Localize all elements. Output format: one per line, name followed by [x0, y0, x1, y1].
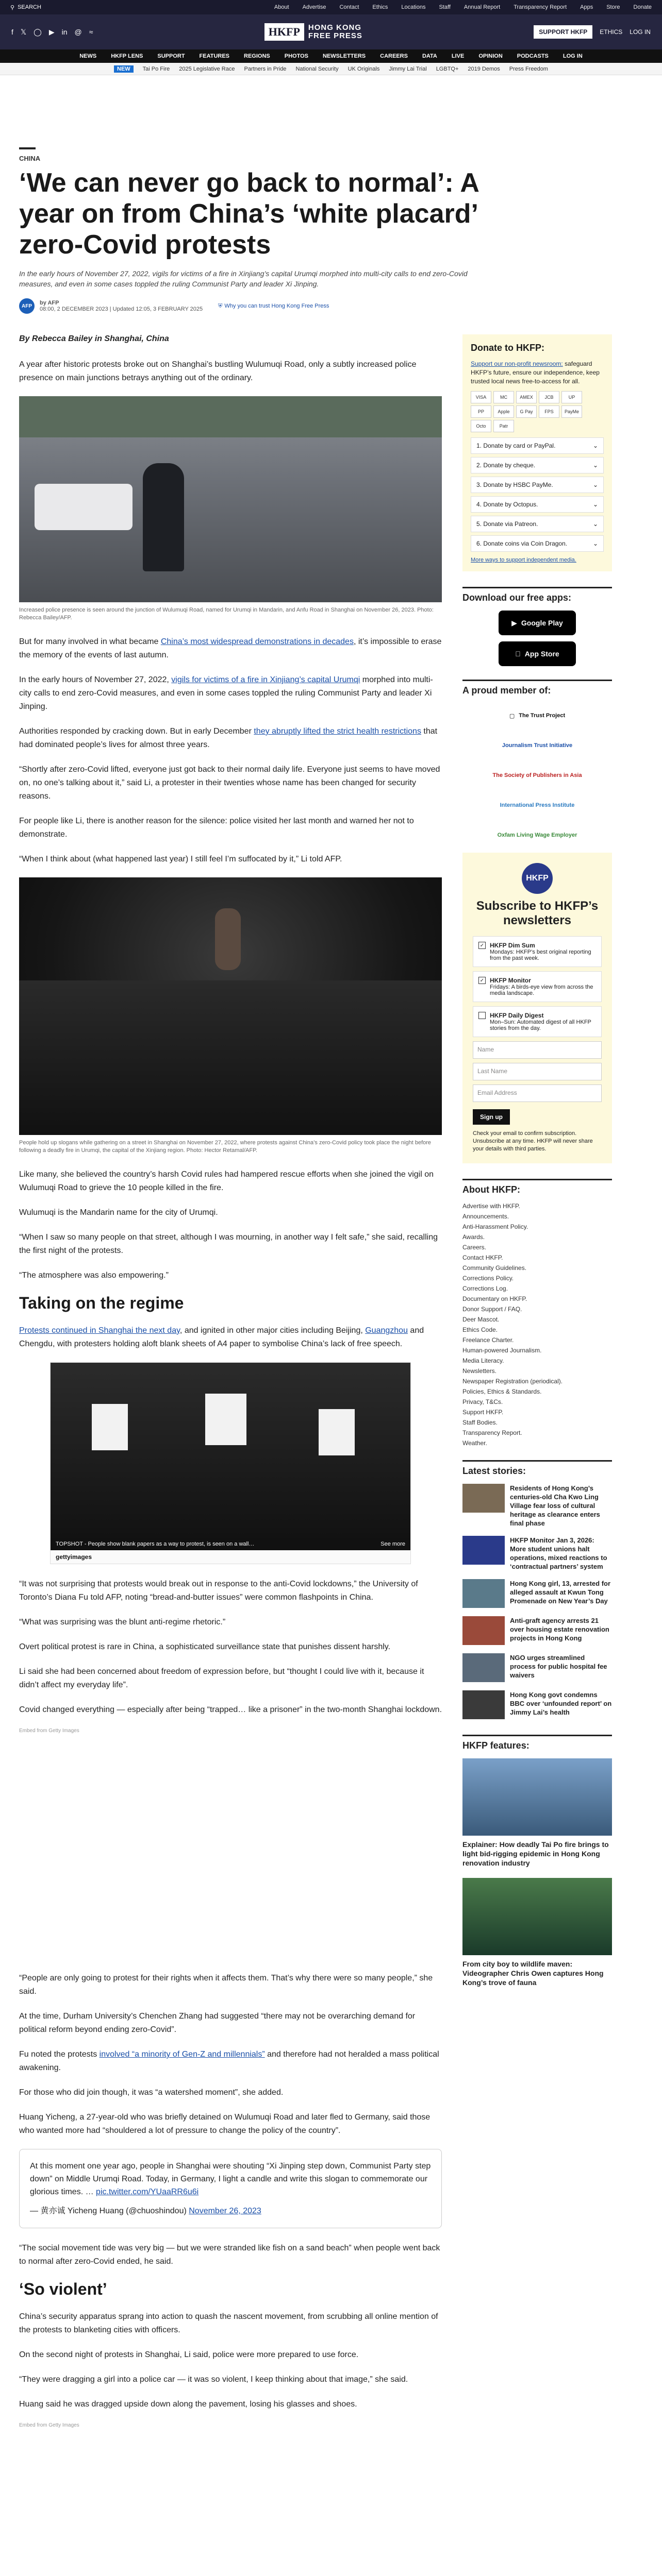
topic-link[interactable]: 2025 Legislative Race	[179, 65, 235, 72]
donate-option[interactable]: 4. Donate by Octopus. ⌄	[471, 496, 604, 513]
more-ways-link[interactable]: More ways to support independent media.	[471, 557, 576, 563]
updated-date: Updated 12:05, 3 FEBRUARY 2025	[112, 306, 203, 312]
donate-option[interactable]: 5. Donate via Patreon. ⌄	[471, 516, 604, 532]
member-logo[interactable]: Journalism Trust Initiative	[502, 742, 573, 749]
topic-link[interactable]: Tai Po Fire	[142, 65, 170, 72]
facebook-icon[interactable]: f	[11, 27, 13, 36]
paragraph: But for many involved in what became China’s most widespread demonstrations in decades, it’s impossible to erase the memory of the events of last autumn.	[19, 637, 442, 659]
police-car	[35, 484, 133, 530]
app-store-button[interactable]: App Store	[499, 641, 576, 666]
paragraph: A year after historic protests broke out on Shanghai’s bustling Wulumuqi Road, only a subtly increased police presence on main junctions betrays anything out of the ordinary.	[19, 360, 417, 382]
paragraph: “What was surprising was the blunt anti-regime rhetoric.”	[19, 1618, 226, 1626]
ethics-link[interactable]: ETHICS	[600, 28, 623, 36]
latest-story[interactable]: HKFP Monitor Jan 3, 2026: More student unions halt operations, mixed reactions to ‘contractual partners’ system	[462, 1536, 612, 1571]
paragraph: On the second night of protests in Shanghai, Li said, police were more prepared to use force.	[19, 2350, 359, 2359]
about-link[interactable]: Awards.	[462, 1233, 485, 1241]
paragraph: “Shortly after zero-Covid lifted, everyone just got back to their normal daily life. Everyone just seems to have moved on, no one’s talking about it,” said Li, a protester in their twenties whose name has been changed for security reasons.	[19, 765, 440, 801]
paragraph: In the early hours of November 27, 2022, vigils for victims of a fire in Xinjiang’s capital Urumqi morphed into multi-city calls to end zero-Covid measures, and even in some cases toppled the ruling Communist Party and leader Xi Jinping.	[19, 675, 433, 711]
payment-icon: Octo	[471, 420, 491, 432]
donate-option[interactable]: 3. Donate by HSBC PayMe. ⌄	[471, 477, 604, 493]
article-header	[19, 75, 643, 314]
embed-credit: Embed from Getty Images	[19, 1728, 79, 1734]
trust-link[interactable]: ⛨ Why you can trust Hong Kong Free Press	[218, 302, 329, 309]
crowd	[19, 980, 442, 1135]
getty-logo: gettyimages	[56, 1553, 92, 1561]
paragraph: China’s security apparatus sprang into action to quash the nascent movement, from scrubbing all online mention of the protests to blanketing cities with officers.	[19, 2312, 438, 2334]
topic-link[interactable]: Jimmy Lai Trial	[389, 65, 427, 72]
blank-paper	[205, 1394, 246, 1445]
raised-fist	[215, 908, 241, 970]
checkbox[interactable]	[478, 1012, 486, 1019]
story-thumbnail	[462, 1616, 505, 1645]
top-link[interactable]: Apps	[580, 4, 593, 10]
newsletter-option[interactable]: HKFP Daily Digest Mon–Sun: Automated digest of all HKFP stories from the day.	[473, 1006, 602, 1037]
getty-caption-bar	[51, 1538, 410, 1550]
payment-icons	[471, 391, 604, 432]
tree-canopy	[19, 396, 442, 437]
top-link[interactable]: Contact	[339, 4, 359, 10]
paragraph: “The atmosphere was also empowering.”	[19, 1271, 169, 1280]
play-icon: ▶	[511, 618, 517, 627]
getty-caption: TOPSHOT - People show blank papers as a way to protest, is seen on a wall…	[56, 1541, 255, 1547]
chevron-down-icon: ⌄	[592, 442, 598, 449]
see-more-link[interactable]: See more	[380, 1541, 405, 1547]
publish-date: 08:00, 2 DECEMBER 2023	[40, 306, 108, 312]
payment-icon: VISA	[471, 391, 491, 403]
about-link[interactable]: Newsletters.	[462, 1367, 497, 1375]
donate-text: Support our non-profit newsroom: safeguard HKFP’s future, ensure our independence, keep trusted local news free-to-access for all.	[471, 360, 600, 385]
about-link[interactable]: Contact HKFP.	[462, 1254, 503, 1261]
feature-image	[462, 1878, 612, 1955]
x-twitter-icon[interactable]: 𝕏	[20, 27, 27, 36]
category-rule	[19, 147, 36, 149]
chevron-down-icon: ⌄	[592, 501, 598, 508]
newsletter-box	[462, 853, 612, 1163]
protest-crowd-photo	[19, 877, 442, 1135]
top-link[interactable]: Store	[606, 4, 620, 10]
about-link[interactable]: Anti-Harassment Policy.	[462, 1223, 528, 1230]
article-category[interactable]: CHINA	[19, 155, 41, 162]
topic-link[interactable]: 2019 Demos	[468, 65, 500, 72]
top-link[interactable]: Annual Report	[464, 4, 501, 10]
paragraph: Like many, she believed the country’s harsh Covid rules had hampered rescue efforts when she joined the vigil on Wulumuqi Road to grieve the 10 people killed in the fire.	[19, 1170, 434, 1192]
newsletter-option[interactable]: ✓ HKFP Dim Sum Mondays: HKFP’s best original reporting from the past week.	[473, 936, 602, 967]
about-link[interactable]: Donor Support / FAQ.	[462, 1306, 522, 1313]
nav-item[interactable]: NEWSLETTERS	[323, 53, 366, 59]
latest-story[interactable]: NGO urges streamlined process for public hospital fee waivers	[462, 1653, 612, 1682]
main-nav	[0, 49, 662, 63]
rss-icon[interactable]: ≈	[89, 27, 93, 36]
newsletter-note: Check your email to confirm subscription. Unsubscribe at any time. HKFP will never share your details with third parties.	[473, 1130, 593, 1152]
youtube-icon[interactable]: ▶	[48, 27, 55, 36]
about-link[interactable]: Media Literacy.	[462, 1357, 504, 1364]
about-link[interactable]: Newspaper Registration (periodical).	[462, 1378, 563, 1385]
search-icon: ⚲	[10, 4, 15, 11]
paragraph: Covid changed everything — especially after being “trapped… like a prisoner” in the two-month Shanghai lockdown.	[19, 1705, 442, 1714]
paragraph: Li said she had been concerned about freedom of expression before, but “thought I could live with it, because it didn’t affect my everyday life”.	[19, 1667, 424, 1689]
donate-link[interactable]: Support our non-profit newsroom:	[471, 360, 563, 367]
sidebar	[462, 334, 612, 2439]
tweet-date-link[interactable]: November 26, 2023	[189, 2207, 261, 2215]
chevron-down-icon: ⌄	[592, 540, 598, 547]
checkbox[interactable]: ✓	[478, 942, 486, 949]
about-link[interactable]: Support HKFP.	[462, 1409, 504, 1416]
donate-option[interactable]: 2. Donate by cheque. ⌄	[471, 457, 604, 473]
site-header	[0, 14, 662, 49]
top-bar	[0, 0, 662, 14]
payment-icon: FPS	[539, 405, 559, 418]
about-link[interactable]: Advertise with HKFP.	[462, 1202, 520, 1210]
photo-caption: People hold up slogans while gathering on a street in Shanghai on November 27, 2022, where protests against China’s zero-Covid policy took place the night before following a deadly fire in Urumqi, the capital of the Xinjiang region. Photo: Hector Retamal/AFP.	[19, 1140, 432, 1154]
paragraph: Fu noted the protests involved “a minority of Gen-Z and millennials” and therefore had not heralded a mass political awakening.	[19, 2050, 439, 2072]
member-logo[interactable]: The Society of Publishers in Asia	[492, 772, 582, 778]
about-link[interactable]: Ethics Code.	[462, 1326, 498, 1333]
about-link[interactable]: Announcements.	[462, 1213, 509, 1220]
support-button[interactable]: SUPPORT HKFP	[534, 25, 592, 39]
donate-title: Donate to HKFP:	[471, 343, 544, 353]
paragraph: Protests continued in Shanghai the next day, and ignited in other major cities including Beijing, Guangzhou and Chengdu, with protesters holding aloft blank sheets of A4 paper to symbolise China’s lack of free speech.	[19, 1326, 424, 1348]
getty-photo	[51, 1363, 410, 1538]
chevron-down-icon: ⌄	[592, 520, 598, 528]
payment-icon: UP	[561, 391, 582, 403]
top-link[interactable]: Transparency Report	[514, 4, 567, 10]
last-name-field[interactable]: Last Name	[473, 1063, 602, 1080]
about-link[interactable]: Documentary on HKFP.	[462, 1295, 527, 1302]
features-title: HKFP features:	[462, 1735, 612, 1751]
topic-link[interactable]: UK Originals	[347, 65, 380, 72]
top-link[interactable]: Ethics	[372, 4, 388, 10]
header-actions	[534, 25, 651, 39]
nav-item[interactable]: HKFP LENS	[111, 53, 143, 59]
article-link[interactable]: China’s most widespread demonstrations in decades	[160, 637, 354, 646]
story-thumbnail	[462, 1653, 505, 1682]
top-link[interactable]: Advertise	[302, 4, 326, 10]
byline-author[interactable]: by AFP	[40, 300, 59, 306]
hkfp-logo-circle: HKFP	[522, 863, 553, 894]
member-logo[interactable]: International Press Institute	[500, 802, 575, 808]
payment-icon: AMEX	[516, 391, 537, 403]
search-link[interactable]: ⚲ SEARCH	[10, 4, 41, 11]
photo-caption: Increased police presence is seen around the junction of Wulumuqi Road, named for Urumqi in Mandarin, and Anfu Road in Shanghai on November 26, 2023. Photo: Rebecca Bailey/AFP.	[19, 607, 434, 621]
story-thumbnail	[462, 1690, 505, 1719]
newsletter-title: Subscribe to HKFP’s newsletters	[476, 899, 599, 927]
member-logo[interactable]: ▢ The Trust Project	[509, 713, 566, 719]
about-link[interactable]: Community Guidelines.	[462, 1264, 527, 1272]
signup-button[interactable]: Sign up	[473, 1109, 510, 1125]
about-link[interactable]: Deer Mascot.	[462, 1316, 500, 1323]
latest-title: Latest stories:	[462, 1460, 612, 1477]
donate-box	[462, 334, 612, 571]
payment-icon: Patr	[493, 420, 514, 432]
payment-icon: PayMe	[561, 405, 582, 418]
paragraph: “When I saw so many people on that street, although I was mourning, in another way I felt safe,” she said, recalling the first night of the protests.	[19, 1233, 438, 1255]
linkedin-icon[interactable]: in	[61, 27, 68, 36]
police-street-photo	[19, 396, 442, 602]
article-link[interactable]: involved “a minority of Gen-Z and millennials”	[99, 2050, 265, 2059]
new-badge: NEW	[114, 65, 134, 73]
donate-option[interactable]: 6. Donate coins via Coin Dragon. ⌄	[471, 535, 604, 552]
feature-story[interactable]: Explainer: How deadly Tai Po fire brings to light bid-rigging epidemic in Hong Kong renovation industry	[462, 1758, 612, 1868]
article-author: By Rebecca Bailey in Shanghai, China	[19, 334, 169, 343]
paragraph: For people like Li, there is another reason for the silence: police visited her last month and warned her not to demonstrate.	[19, 817, 414, 839]
section-heading: ‘So violent’	[19, 2280, 107, 2298]
story-thumbnail	[462, 1536, 505, 1565]
member-title: A proud member of:	[462, 680, 612, 696]
police-officer	[143, 463, 184, 571]
getty-embed[interactable]	[50, 1362, 411, 1564]
article-lede: In the early hours of November 27, 2022, vigils for victims of a fire in Xinjiang’s capital Urumqi morphed into multi-city calls to end zero-Covid measures, and even in some cases toppled the ruling Communist Party and leader Xi Jinping.	[19, 269, 468, 288]
nav-item[interactable]: DATA	[422, 53, 437, 59]
about-link[interactable]: Freelance Charter.	[462, 1336, 514, 1344]
paragraph: For those who did join though, it was “a watershed moment”, she added.	[19, 2088, 284, 2097]
paragraph: Huang said he was dragged upside down along the pavement, losing his glasses and shoes.	[19, 2400, 357, 2409]
paragraph: “When I think about (what happened last year) I still feel I’m suffocated by it,” Li told AFP.	[19, 855, 342, 863]
paragraph: Authorities responded by cracking down. But in early December they abruptly lifted the strict health restrictions that had dominated people’s lives for almost three years.	[19, 727, 438, 749]
top-link[interactable]: Locations	[401, 4, 426, 10]
feature-story[interactable]: From city boy to wildlife maven: Videographer Chris Owen captures Hong Kong’s trove of fauna	[462, 1878, 612, 1987]
threads-icon[interactable]: @	[74, 27, 82, 36]
tweet-link[interactable]: pic.twitter.com/YUaaRR6u6i	[96, 2188, 199, 2196]
payment-icon: Apple	[493, 405, 514, 418]
paragraph: Wulumuqi is the Mandarin name for the city of Urumqi.	[19, 1208, 218, 1217]
article-link[interactable]: Guangzhou	[365, 1326, 408, 1335]
about-link[interactable]: Corrections Policy.	[462, 1275, 514, 1282]
tweet-body: At this moment one year ago, people in Shanghai were shouting “Xi Jinping step down, Communist Party step down” on Middle Urumqi Road. Today, in Germany, I light a candle and write this slogan to commemorate our glorious times. … pic.twitter.com/YUaaRR6u6i	[30, 2162, 431, 2196]
story-thumbnail	[462, 1484, 505, 1513]
name-field[interactable]: Name	[473, 1041, 602, 1059]
about-link[interactable]: Transparency Report.	[462, 1429, 522, 1436]
top-link[interactable]: Donate	[633, 4, 652, 10]
nav-item[interactable]: PODCASTS	[517, 53, 549, 59]
article-link[interactable]: they abruptly lifted the strict health restrictions	[254, 727, 421, 736]
feature-image	[462, 1758, 612, 1836]
chevron-down-icon: ⌄	[592, 481, 598, 488]
nav-item[interactable]: LIVE	[451, 53, 465, 59]
blank-paper	[319, 1409, 355, 1455]
embed-placeholder	[19, 1745, 442, 1972]
topic-link[interactable]: Press Freedom	[509, 65, 548, 72]
checkbox[interactable]: ✓	[478, 977, 486, 984]
social-icons	[11, 28, 93, 37]
login-link[interactable]: LOG IN	[630, 28, 651, 36]
topic-bar	[0, 63, 662, 75]
about-link[interactable]: Policies, Ethics & Standards.	[462, 1388, 542, 1395]
shield-icon: ⛨	[218, 302, 223, 309]
topic-link[interactable]: LGBTQ+	[436, 65, 459, 72]
apple-icon	[515, 650, 521, 658]
nav-item[interactable]: NEWS	[79, 53, 97, 59]
site-logo[interactable]	[264, 23, 362, 41]
newsletter-option[interactable]: ✓ HKFP Monitor Fridays: A birds-eye view from across the media landscape.	[473, 971, 602, 1002]
topic-link[interactable]: Partners in Pride	[244, 65, 287, 72]
logo-mark: HKFP	[264, 23, 304, 41]
nav-item[interactable]: OPINION	[478, 53, 503, 59]
byline: AFP by AFP 08:00, 2 DECEMBER 2023 | Updated 12:05, 3 FEBRUARY 2025 ⛨ Why you can trust Hong Kong Free Press	[19, 298, 643, 314]
latest-story[interactable]: Hong Kong girl, 13, arrested for alleged assault at Kwun Tong Promenade on New Year’s Day	[462, 1579, 612, 1608]
blank-paper	[92, 1404, 128, 1450]
top-link[interactable]: About	[274, 4, 289, 10]
latest-story[interactable]: Residents of Hong Kong’s centuries-old Cha Kwo Ling Village fear loss of cultural heritage as clearance enters final phase	[462, 1484, 612, 1528]
top-link[interactable]: Staff	[439, 4, 451, 10]
about-link[interactable]: Staff Bodies.	[462, 1419, 498, 1426]
embed-credit: Embed from Getty Images	[19, 2422, 79, 2428]
instagram-icon[interactable]: ◯	[34, 27, 42, 36]
about-link[interactable]: Human-powered Journalism.	[462, 1347, 542, 1354]
chevron-down-icon: ⌄	[592, 462, 598, 469]
about-list	[462, 1202, 612, 1447]
nav-item[interactable]: SUPPORT	[157, 53, 185, 59]
paragraph: “The social movement tide was very big — but we were stranded like fish on a sand beach” when people went back to normal after zero-Covid ended, he said.	[19, 2244, 440, 2266]
story-thumbnail	[462, 1579, 505, 1608]
nav-item[interactable]: CAREERS	[380, 53, 408, 59]
nav-item[interactable]: PHOTOS	[284, 53, 309, 59]
paragraph: At the time, Durham University’s Chenchen Zhang had suggested “there may not be overarching demand for political reform beyond ending zero-Covid”.	[19, 2012, 416, 2034]
paragraph: “It was not surprising that protests would break out in response to the anti-Covid lockdowns,” the University of Toronto’s Diana Fu told AFP, noting “bread-and-butter issues” were common flashpoints in China.	[19, 1580, 418, 1602]
payment-icon: MC	[493, 391, 514, 403]
tweet-author: — 黄亦诚 Yicheng Huang (@chuoshindou) November 26, 2023	[30, 2207, 261, 2215]
payment-icon: JCB	[539, 391, 559, 403]
topic-link[interactable]: National Security	[295, 65, 339, 72]
logo-text: HONG KONG FREE PRESS	[308, 23, 362, 40]
about-title: About HKFP:	[462, 1179, 612, 1195]
about-link[interactable]: Weather.	[462, 1439, 487, 1447]
donate-option[interactable]: 1. Donate by card or PayPal. ⌄	[471, 437, 604, 454]
article-link[interactable]: vigils for victims of a fire in Xinjiang’s capital Urumqi	[171, 675, 360, 684]
latest-story[interactable]: Anti-graft agency arrests 21 over housing estate renovation projects in Hong Kong	[462, 1616, 612, 1645]
paragraph: “They were dragging a girl into a police car — it was so violent, I keep thinking about that image,” she said.	[19, 2375, 408, 2384]
tweet-embed[interactable]	[19, 2149, 442, 2228]
paragraph: Overt political protest is rare in China, a sophisticated surveillance state that punishes dissent harshly.	[19, 1642, 391, 1651]
article-link[interactable]: Protests continued in Shanghai the next day	[19, 1326, 180, 1335]
nav-item[interactable]: REGIONS	[244, 53, 270, 59]
section-heading: Taking on the regime	[19, 1294, 184, 1312]
google-play-button[interactable]: ▶ Google Play	[499, 611, 576, 635]
member-logo[interactable]: Oxfam Living Wage Employer	[497, 832, 577, 838]
payment-icon: PP	[471, 405, 491, 418]
nav-item[interactable]: FEATURES	[199, 53, 230, 59]
email-field[interactable]: Email Address	[473, 1084, 602, 1102]
author-avatar: AFP	[19, 298, 35, 314]
article-body	[19, 334, 442, 2439]
about-link[interactable]: Corrections Log.	[462, 1285, 508, 1292]
about-link[interactable]: Privacy, T&Cs.	[462, 1398, 503, 1405]
trust-project-icon: ▢	[509, 713, 515, 719]
nav-item[interactable]: LOG IN	[562, 53, 583, 59]
article-title: ‘We can never go back to normal’: A year on from China’s ‘white placard’ zero-Covid protests	[19, 168, 478, 260]
payment-icon: G Pay	[516, 405, 537, 418]
about-link[interactable]: Careers.	[462, 1244, 487, 1251]
latest-story[interactable]: Hong Kong govt condemns BBC over ‘unfounded report’ on Jimmy Lai’s health	[462, 1690, 612, 1719]
paragraph: Huang Yicheng, a 27-year-old who was briefly detained on Wulumuqi Road and later fled to Germany, said those who wanted more had “shouldered a lot of pressure to change the policy of the country”.	[19, 2113, 431, 2135]
top-links	[274, 4, 652, 10]
paragraph: “People are only going to protest for their rights when it affects them. That’s why there were so many people,” she said.	[19, 1974, 433, 1996]
apps-title: Download our free apps:	[462, 587, 612, 603]
